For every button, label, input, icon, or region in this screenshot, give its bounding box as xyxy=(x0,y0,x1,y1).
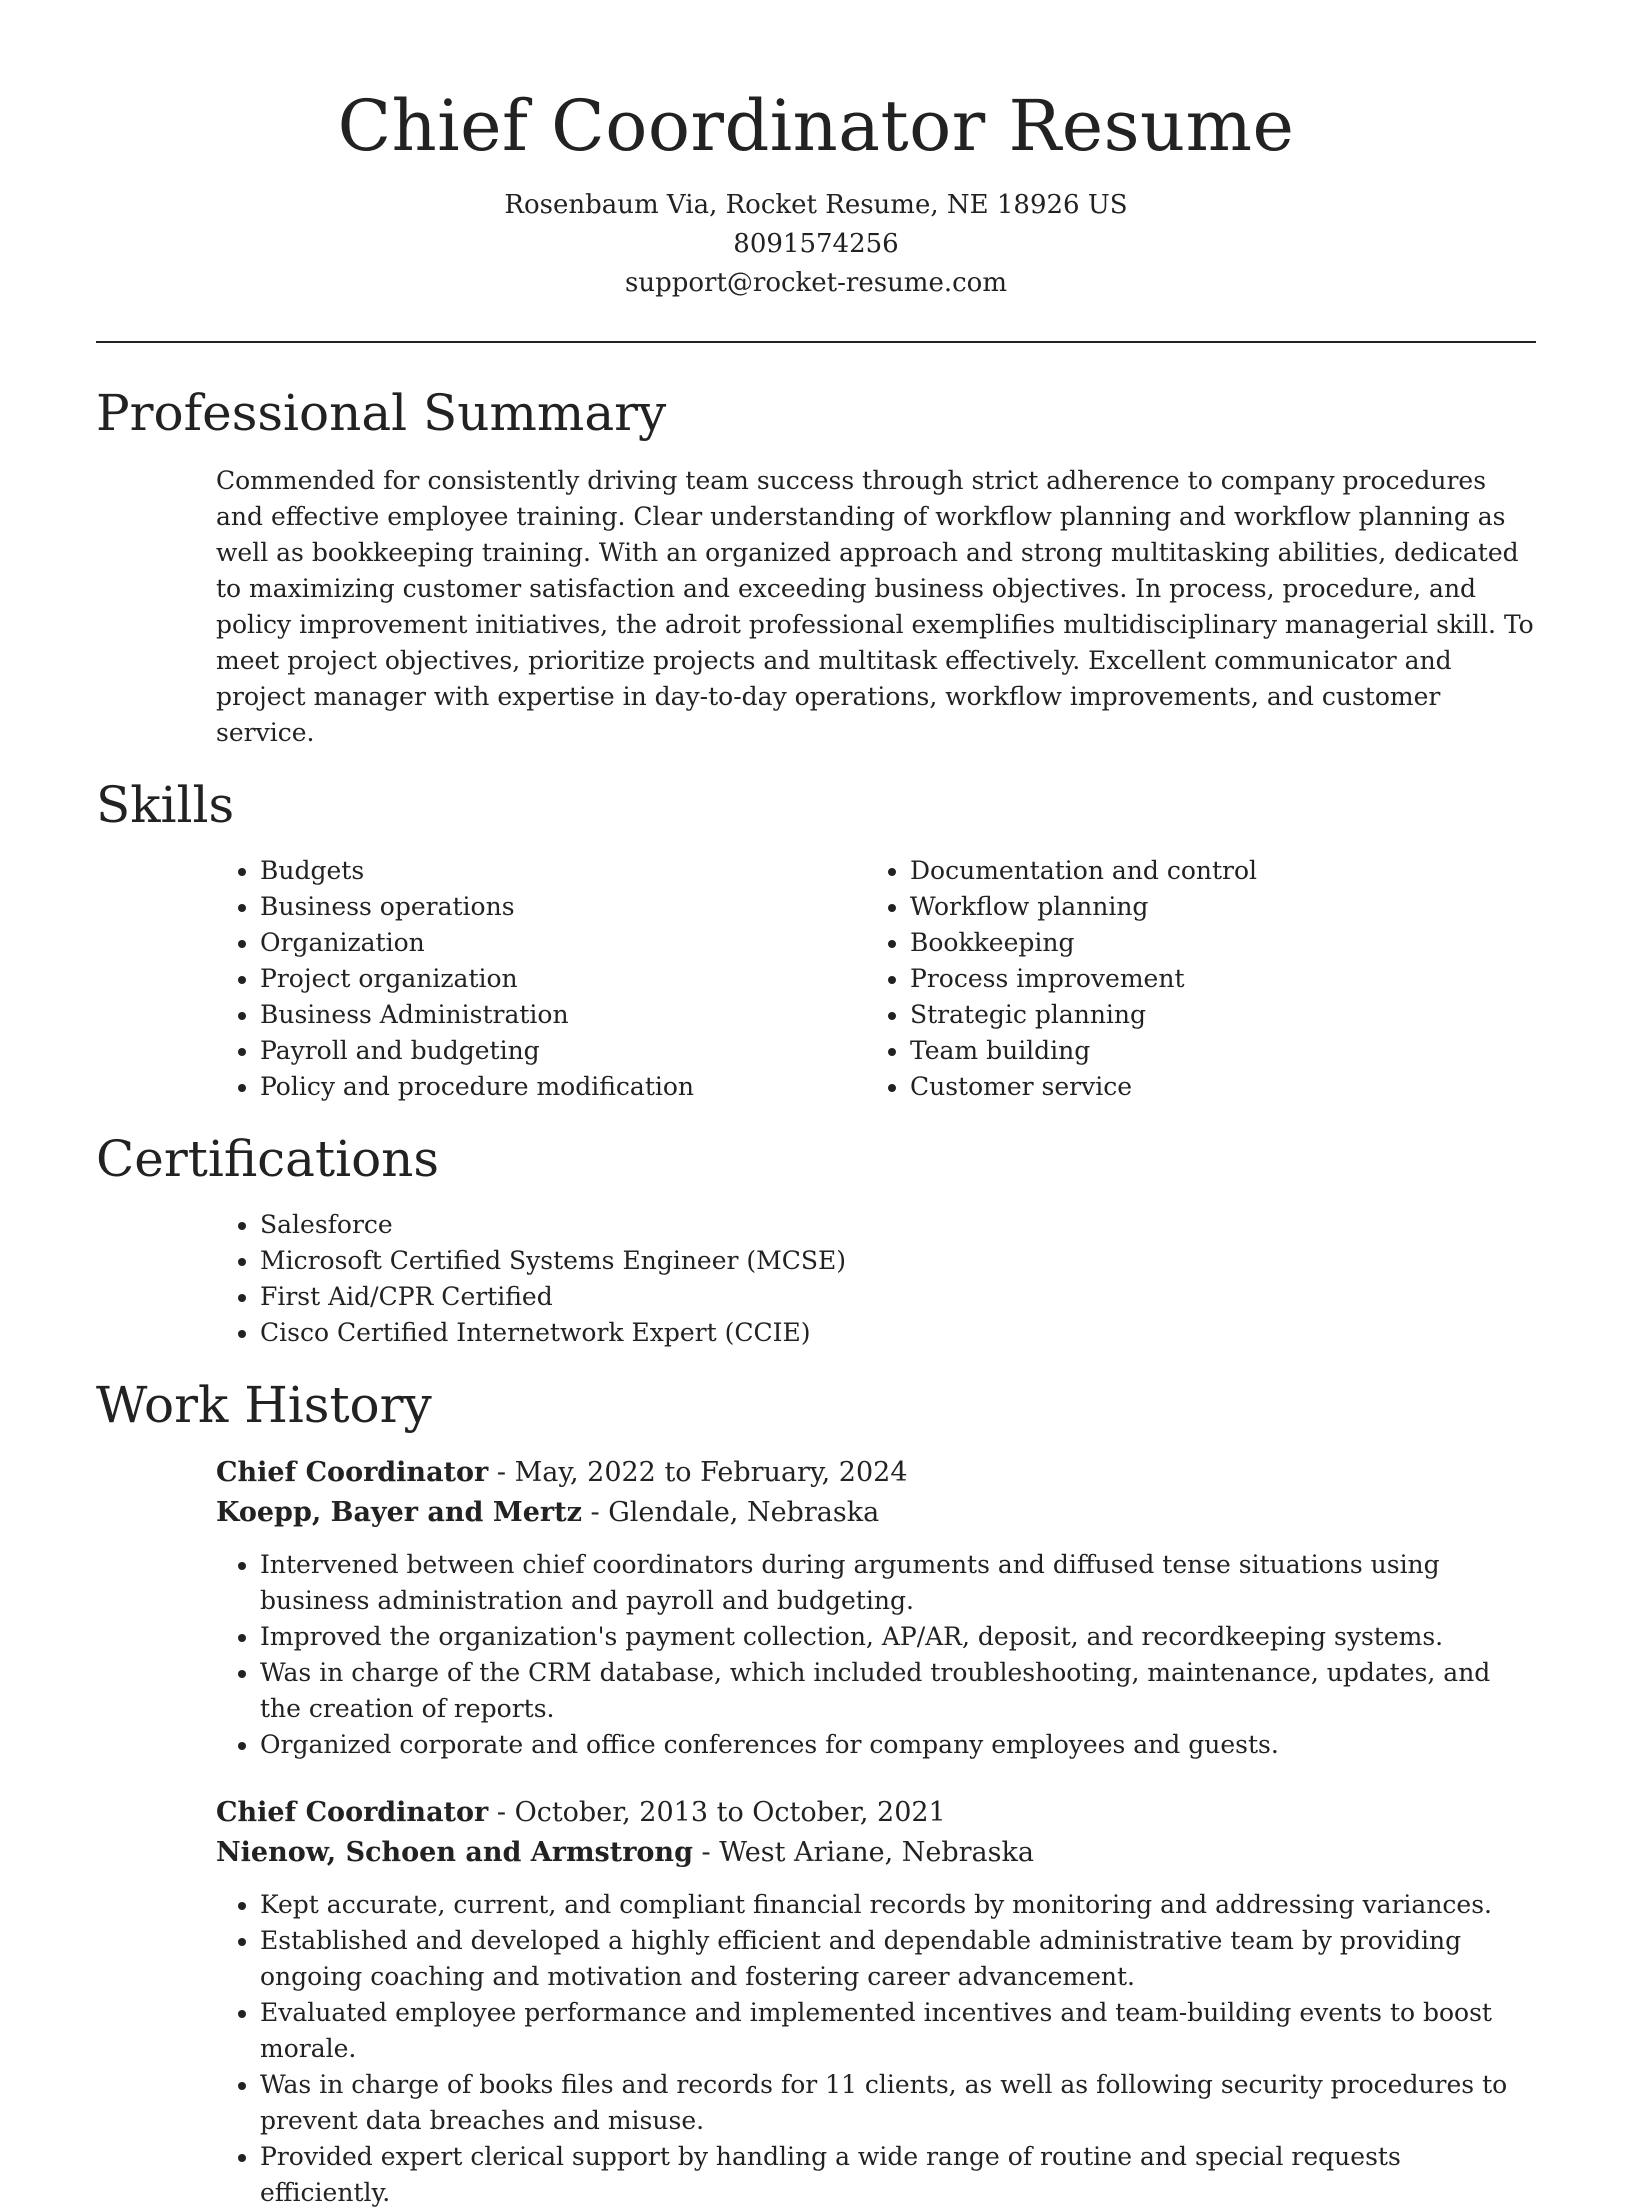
job-title-line xyxy=(216,1453,1536,1493)
summary-text: Commended for consistently driving team success through strict adherence to company procedures and effective employee training. Clear understanding of workflow planning and workflow planning as well as bookkeeping training. With an organized approach and strong multitasking abilities, dedicated to maximizing customer satisfaction and exceeding business objectives. In process, procedure, and policy improvement initiatives, the adroit professional exemplifies multidisciplinary managerial skill. To meet project objectives, prioritize projects and multitask effectively. Excellent communicator and project manager with expertise in day-to-day operations, workflow improvements, and customer service. xyxy=(216,466,1534,747)
job-bullet: • Intervened between chief coordinators during arguments and diffused tense situations using business administration and payroll and budgeting. xyxy=(260,1547,1536,1619)
job-location: - Glendale, Nebraska xyxy=(581,1497,880,1528)
job-title-line xyxy=(216,1793,1536,1833)
skills-section xyxy=(96,853,1536,1105)
skill-item: • Customer service xyxy=(910,1069,1516,1105)
job-bullet: • Was in charge of the CRM database, which included troubleshooting, maintenance, updates, and the creation of reports. xyxy=(260,1655,1536,1727)
skill-item: • Organization xyxy=(260,925,866,961)
skill-item: • Payroll and budgeting xyxy=(260,1033,866,1069)
skill-item: • Strategic planning xyxy=(910,997,1516,1033)
job-location: - West Ariane, Nebraska xyxy=(692,1837,1034,1868)
contact-phone: 8091574256 xyxy=(733,229,899,259)
job-dates: - May, 2022 to February, 2024 xyxy=(488,1457,908,1488)
certifications-section xyxy=(96,1207,1536,1351)
skills-column-right xyxy=(866,853,1516,1105)
job-title: Chief Coordinator xyxy=(216,1457,489,1488)
job-bullet: • Improved the organization's payment collection, AP/AR, deposit, and recordkeeping systems. xyxy=(260,1619,1536,1655)
skills-heading: Skills xyxy=(96,776,235,834)
skills-grid xyxy=(216,853,1536,1105)
contact-address: Rosenbaum Via, Rocket Resume, NE 18926 US xyxy=(504,190,1128,220)
summary-heading: Professional Summary xyxy=(96,384,667,442)
certifications-heading: Certifications xyxy=(96,1130,440,1188)
job-company-line xyxy=(216,1833,1536,1873)
resume-header xyxy=(96,0,1536,303)
certification-item: • First Aid/CPR Certified xyxy=(260,1279,1536,1315)
job-bullet: • Provided expert clerical support by handling a wide range of routine and special requests efficiently. xyxy=(260,2139,1536,2211)
resume-title: Chief Coordinator Resume xyxy=(337,85,1295,167)
work-history-heading: Work History xyxy=(96,1376,432,1434)
certification-item: • Microsoft Certified Systems Engineer (MCSE) xyxy=(260,1243,1536,1279)
certification-item: • Cisco Certified Internetwork Expert (CCIE) xyxy=(260,1315,1536,1351)
job-entry xyxy=(96,1453,1536,1763)
contact-email: support@rocket-resume.com xyxy=(624,268,1007,298)
job-company: Nienow, Schoen and Armstrong xyxy=(216,1837,693,1868)
skill-item: • Process improvement xyxy=(910,961,1516,997)
job-company: Koepp, Bayer and Mertz xyxy=(216,1497,582,1528)
skill-item: • Budgets xyxy=(260,853,866,889)
certification-item: • Salesforce xyxy=(260,1207,1536,1243)
skill-item: • Bookkeeping xyxy=(910,925,1516,961)
job-bullet: • Was in charge of books files and records for 11 clients, as well as following security procedures to prevent data breaches and misuse. xyxy=(260,2067,1536,2139)
job-bullet: • Established and developed a highly efficient and dependable administrative team by providing ongoing coaching and motivation and fostering career advancement. xyxy=(260,1923,1536,1995)
skill-item: • Documentation and control xyxy=(910,853,1516,889)
job-entry xyxy=(96,1793,1536,2211)
skill-item: • Project organization xyxy=(260,961,866,997)
skill-item: • Workflow planning xyxy=(910,889,1516,925)
skill-item: • Business Administration xyxy=(260,997,866,1033)
header-divider xyxy=(96,341,1536,343)
job-bullet: • Organized corporate and office conferences for company employees and guests. xyxy=(260,1727,1536,1763)
summary-section xyxy=(96,463,1536,751)
job-title: Chief Coordinator xyxy=(216,1797,489,1828)
skill-item: • Team building xyxy=(910,1033,1516,1069)
job-company-line xyxy=(216,1493,1536,1533)
skills-column-left xyxy=(216,853,866,1105)
job-dates: - October, 2013 to October, 2021 xyxy=(488,1797,946,1828)
skill-item: • Policy and procedure modification xyxy=(260,1069,866,1105)
job-bullet: • Kept accurate, current, and compliant financial records by monitoring and addressing variances. xyxy=(260,1887,1536,1923)
job-bullet: • Evaluated employee performance and implemented incentives and team-building events to boost morale. xyxy=(260,1995,1536,2067)
skill-item: • Business operations xyxy=(260,889,866,925)
